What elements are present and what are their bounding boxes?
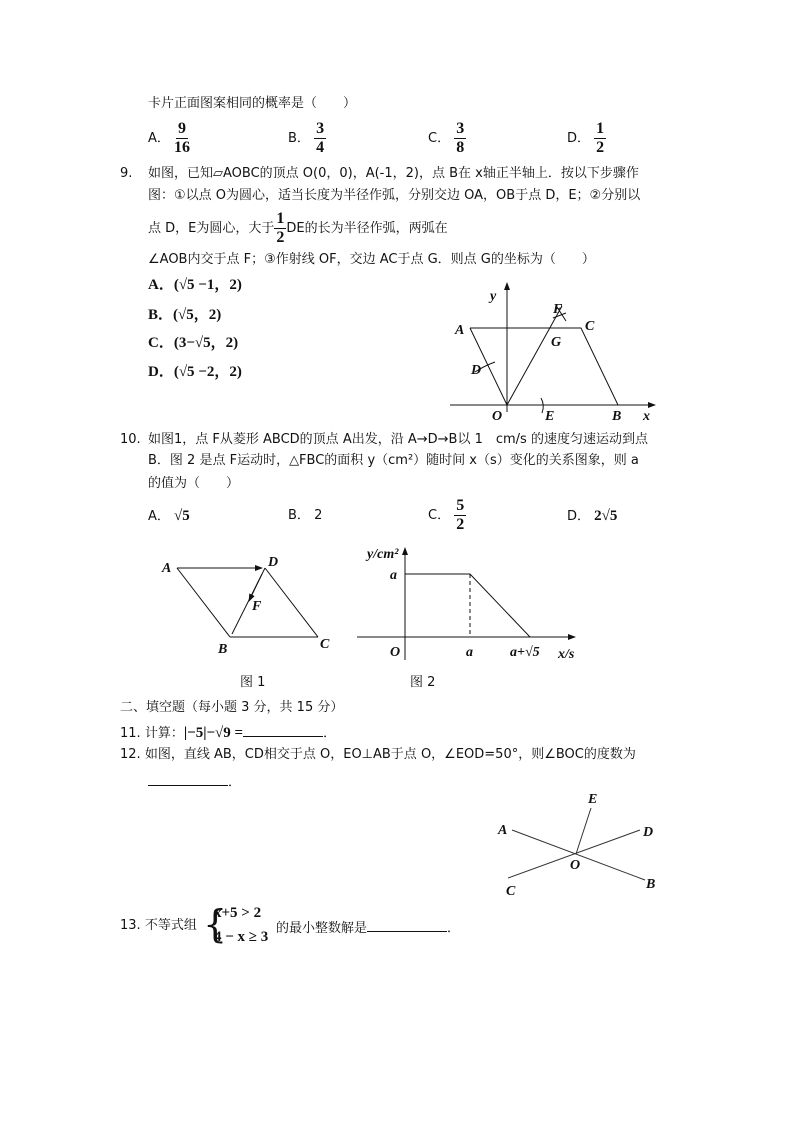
label-c: C [320,637,330,652]
label-o: O [390,645,401,660]
label-y: y/cm² [367,547,399,562]
q9-option-d: D．(√5 −2，2) [148,364,242,380]
label-b: B [218,642,228,657]
label-f: F [553,302,563,317]
q10-line3: 的值为（ ） [148,476,240,491]
q12: 12. 如图，直线 AB，CD相交于点 O，EO⊥AB于点 O，∠EOD=50°，则∠BOC的度数为 [120,747,636,762]
label-x: x/s [558,647,575,662]
label-d: D [643,825,654,840]
label-o: O [492,409,503,424]
q9-number: 9. [120,166,133,181]
label-c: C [585,319,595,334]
q8-stem-tail: 卡片正面图案相同的概率是（ ） [148,96,357,111]
parallelogram-aobc [470,328,618,405]
q10-figure-1 [161,555,330,657]
label-a: A [498,823,508,838]
section-2-heading: 二、填空题（每小题 3 分，共 15 分） [120,700,344,715]
answer-blank[interactable] [243,723,323,737]
q9-line4: ∠AOB内交于点 F；③作射线 OF，交边 AC于点 G．则点 G的坐标为（ ） [148,252,595,267]
q9-line1: 如图，已知▱AOBC的顶点 O(0，0)，A(-1，2)，点 B在 x轴正半轴上．按以下步骤作 [148,166,639,181]
label-d: D [471,363,482,378]
q12-figure [497,792,655,899]
q10-option-c: C． $\frac{5}{2}$ [428,497,465,533]
q10-option-a: A． √5 [148,508,190,524]
label-o: O [570,858,581,873]
answer-blank[interactable] [367,918,447,932]
label-a-y: a [390,568,397,583]
label-d: D [268,555,279,570]
q10-line1: 如图1，点 F从菱形 ABCD的顶点 A出发，沿 A→D→B以 1 cm/s 的速度匀速运动到点 [148,432,648,447]
fig2-caption: 图 2 [410,675,436,690]
label-x: x [643,409,650,424]
label-e: E [588,792,598,807]
label-b: B [612,409,622,424]
q8-option-b: B． $\frac{3}{4}$ [288,120,325,156]
q9-line2: 图：①以点 O为圆心，适当长度为半径作弧，分别交边 OA，OB于点 D，E；②分别以 [148,188,641,203]
q10-line2: B．图 2 是点 F运动时，△FBC的面积 y（cm²）随时间 x（s）变化的关系图象，则 a [148,453,639,468]
label-a-x: a [466,645,473,660]
q10-number: 10. [120,432,141,447]
q10-option-d: D． 2√5 [567,508,618,524]
label-b: B [646,877,656,892]
q13-tail: 的最小整数解是 ． [276,918,460,937]
brace: { [203,902,228,946]
q8-option-d: D． $\frac{1}{2}$ [567,120,605,156]
label-c: C [506,884,516,899]
label-a: A [455,323,465,338]
q9-option-a: A．(√5 −1，2) [148,277,242,293]
q9-option-c: C．(3−√5，2) [148,335,239,351]
label-f: F [252,599,262,614]
q9-line3: 点 D，E为圆心，大于 $\frac{1}{2}$ DE的长为半径作弧，两弧在 [148,210,448,246]
q8-option-c: C． $\frac{3}{8}$ [428,120,465,156]
q9-figure [450,283,655,424]
q12-answer: ． [148,772,241,791]
q9-option-b: B．(√5，2) [148,307,222,323]
label-g: G [551,335,562,350]
q10-option-b: B． 2 [288,508,323,523]
label-y: y [490,289,497,304]
inequality-2: 4 − x ≥ 3 [214,929,269,945]
q10-figure-2 [357,547,575,662]
q13: 13. 不等式组 [120,918,197,933]
ray-of [507,306,562,405]
fig1-caption: 图 1 [240,675,266,690]
label-e: E [545,409,555,424]
inequality-1: x+5 > 2 [214,905,262,921]
label-a: A [162,561,172,576]
label-a-plus-sqrt5: a+√5 [510,645,540,660]
answer-blank[interactable] [148,772,228,786]
q11: 11. 计算：|−5|−√9 = ． [120,725,337,741]
q8-option-a: A． $\frac{9}{16}$ [148,120,191,156]
